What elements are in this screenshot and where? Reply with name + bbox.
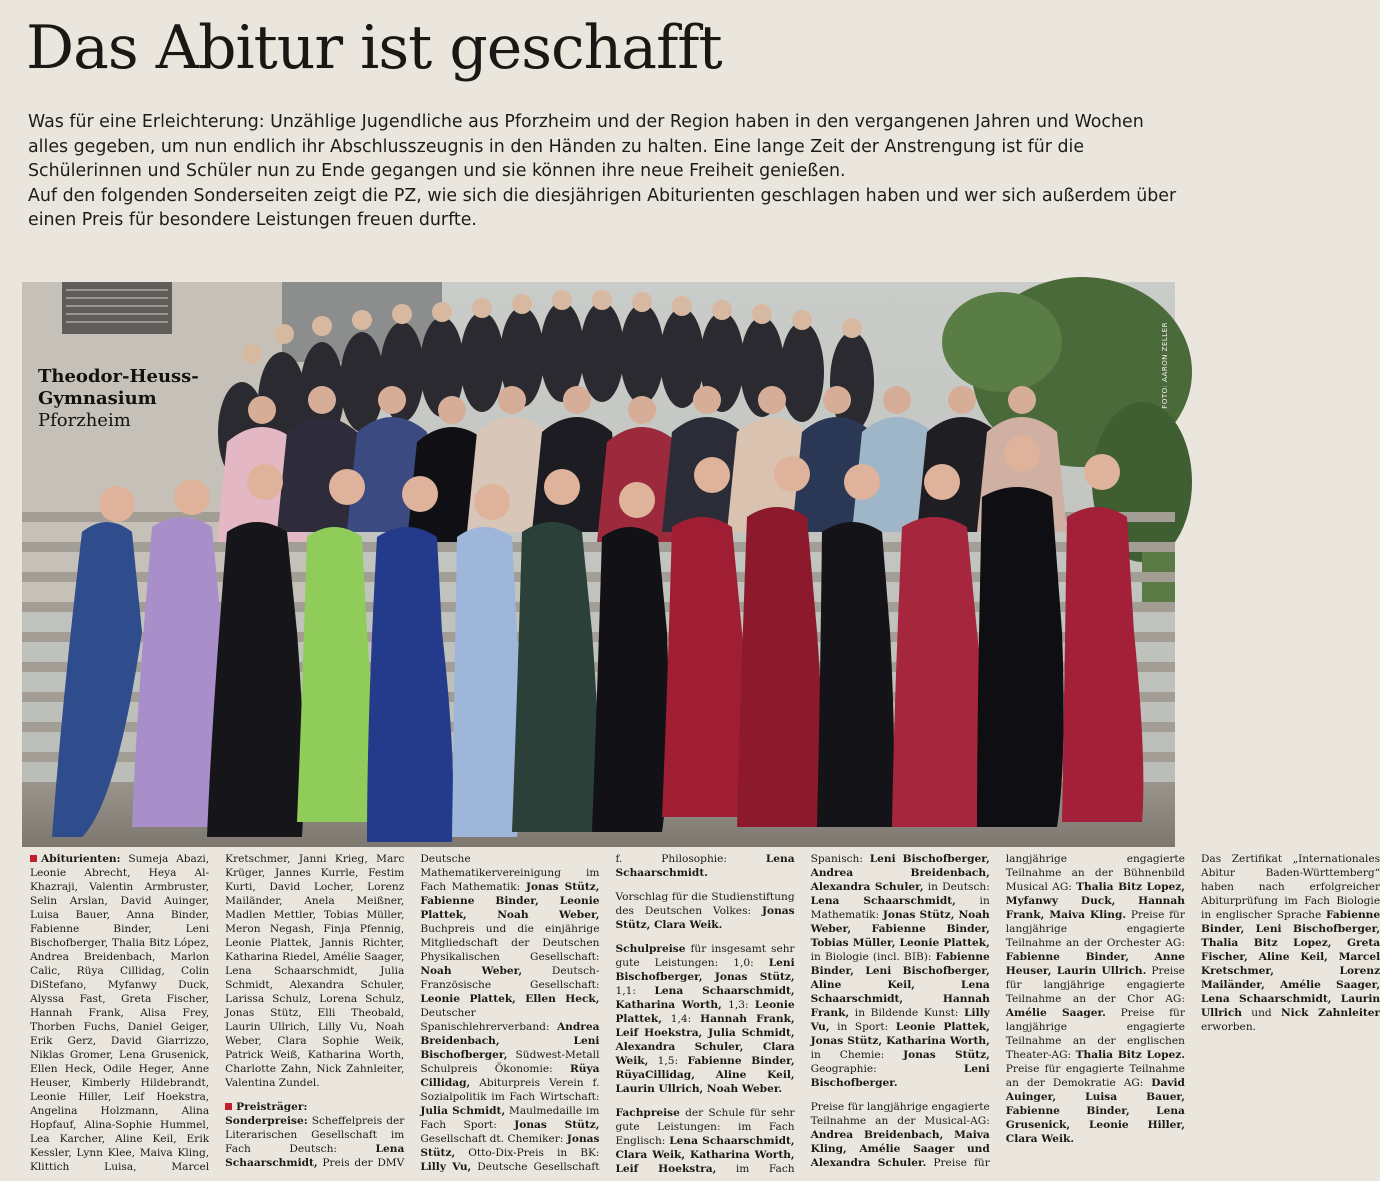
text: Preise für langjährige engagierte Teilnahme an der Orchester AG: [1005,909,1185,949]
winners: Leni Bischofberger, Andrea Breidenbach, Alexandra Schuler, [810,853,990,893]
winners: Fabienne Binder, Leni Bischofberger, Thalia Bitz Lopez, Greta Fischer, Aline Keil, Marcel Kretschmer, Lorenz Mailänder, Amélie Saager, Lena Schaarschmidt, Laurin Ullrich [1200,909,1380,1019]
winners: Julia Schmidt, [420,1105,506,1117]
schulpreise-paragraph [615,942,794,1096]
winners: Jonas Stütz, Clara Weik. [615,905,795,931]
headline: Das Abitur ist geschafft [26,13,722,83]
intro-text [28,110,1183,233]
winners: Leonie Plattek, Jonas Stütz, Katharina Worth, [810,1021,990,1047]
text: für insgesamt sehr gute Leistungen: 1,0: [615,943,795,969]
text: Abiturpreis Verein f. Sozialpolitik im Fach Wirtschaft: [420,1077,600,1103]
text: Buchpreis und die einjährige Mitgliedschaft der Deutschen Physikalischen Gesellschaft: [420,923,600,963]
winners: David Auinger, Luisa Bauer, Fabienne Binder, Lena Grusenick, Leonie Hiller, Clara Weik. [1005,1077,1185,1145]
winners: Leonie Plattek, Ellen Heck, [420,993,600,1005]
winners: Amélie Saager. [1005,1007,1106,1019]
text: Deutscher Spanischlehrerverband: [420,1007,557,1033]
winners: Jonas Stütz, Noah Weber, Fabienne Binder, Tobias Müller, Leonie Plattek, [810,909,990,949]
text: Preise für langjährige engagierte Teilnahme an der englischen Theater-AG: [1005,1007,1185,1061]
sonderpreise-label: Sonderpreise: [225,1115,308,1127]
winners: Jonas Stütz, Fabienne Binder, Leonie Plattek, Noah Weber, [420,881,600,921]
winners: Jonas Stütz, [514,1119,600,1131]
winners: Lena Schaarschmidt, Clara Weik, Katharina Worth, Leif Hoekstra, [615,1135,795,1175]
text: Otto-Dix-Preis in BK: [455,1147,600,1159]
winners: Jonas Stütz, [420,1133,600,1159]
group-photo [22,282,1175,847]
text: 1,3: [721,999,755,1011]
text: in Sport: [829,1021,896,1033]
winners: Rüya Cillidag, [420,1063,600,1089]
text: in Chemie: [810,1049,904,1061]
text: Gesellschaft dt. Chemiker: [420,1133,567,1145]
winners: Lena Schaarschmidt, Katharina Worth, [615,985,795,1011]
text: Geographie: [810,1063,964,1075]
winners: Nick Zahnleiter [1280,1007,1380,1019]
school-city: Pforzheim [38,410,131,431]
winners: Andrea Breidenbach, Leni Bischofberger, [420,1021,600,1061]
winners: Jonas Stütz, [903,1049,990,1061]
winners: Andrea Breidenbach, Maiva Kling, Amélie Saager und Alexandra Schuler. [810,1129,990,1169]
text: 1,4: [661,1013,701,1025]
photo-credit: FOTO: AARON ZELLER [1161,322,1169,409]
winners: Noah Weber, [420,965,523,977]
text: erworben. [1200,1021,1257,1033]
intro-paragraph-1: Was für eine Erleichterung: Unzählige Jugendliche aus Pforzheim und der Region haben in den vergangenen Jahren und Wochen alles gegeben, um nun endlich ihr Abschlusszeugnis in den Händen zu halten. Eine lange Zeit der Anstrengung ist für die Schülerinnen und Schüler nun zu Ende gegangen und sie können ihre neue Freiheit genießen. [28,112,1144,181]
abiturienten-names: Sumeja Abazi, Leonie Abrecht, Heya Al-Khazraji, Valentin Armbruster, Selin Arslan, David Auinger, Luisa Bauer, Anna Binder, Fabienne Binder, Leni Bischofberger, Thalia Bitz López, Andrea Breidenbach, Marlon Calic, Rüya Cillidag, Colin DiStefano, Myfanwy Duck, Alyssa Fast, Greta Fischer, Hannah Frank, Alisa Frey, Thorben Fuchs, Daniel Geiger, Erik Gerz, David Giarrizzo, Niklas Gromer, Lena Grusenick, Ellen Heck, Odile Heger, Anne Heuser, Kimberly Hildebrandt, Leonie Hiller, Leif Hoekstra, Angelina Holzmann, Alina Hopfauf, Alina-Sophie Hummel, Lea Karcher, Aline Keil, Erik Kessler, Lynn Klee, Maiva Kling, Klittich Luisa, Marcel Kretschmer, Janni Krieg, Marc Krüger, Jannes Kurrle, Festim Kurti, David Locher, Lorenz Mailänder, Anela Meißner, Madlen Mettler, Tobias Müller, Meron Negash, Finja Pfennig, Leonie Plattek, Jannis Richter, Katharina Riedel, Amélie Saager, Lena Schaarschmidt, Julia Schmidt, Alexandra Schuler, Larissa Schulz, Lorena Schulz, Jonas Stütz, Elli Theobald, Laurin Ullrich, Lilly Vu, Noah Weber, Clara Sophie Weik, Patrick Weiß, Katharina Worth, Charlotte Zahn, Nick Zahnleiter, Valentina Zundel. [30,853,405,1173]
schulpreise-label: Schulpreise [615,943,686,955]
text: im Fach Spanisch: [716,853,870,1175]
text: Deutsch-Französische Gesellschaft: [420,965,600,991]
text: Preise für engagierte Teilnahme an der Demokratie AG: [1005,1063,1185,1089]
text: in Biologie (incl. BIB): [810,951,936,963]
article-body [30,852,1380,1176]
winners: Lena Schaarschmidt. [615,853,795,879]
school-name-line-2: Gymnasium [38,388,157,409]
winners: Lena Schaarschmidt, [225,1143,405,1169]
text: in Deutsch: [923,881,990,893]
text: Das Zertifikat „Internationales Abitur Baden-Württemberg“ haben nach erfolgreicher Abiturprüfung im Fach Biologie in englischer Sprache [1200,853,1380,921]
winners: Lilly Vu, [420,1161,472,1173]
intro-paragraph-2: Auf den folgenden Sonderseiten zeigt die PZ, wie sich die diesjährigen Abiturienten geschlagen haben und wer sich außerdem über einen Preis für besondere Leistungen freuen durfte. [28,185,1177,230]
winners: Thalia Bitz Lopez, Myfanwy Duck, Hannah Frank, Maiva Kling. [1005,881,1185,921]
winners: Lena Schaarschmidt, [810,895,956,907]
text: 1,5: [648,1055,688,1067]
school-name-line-1: Theodor-Heuss- [38,366,199,387]
winners: Fabienne Binder, Anne Heuser, Laurin Ullrich. [1005,951,1185,977]
abiturienten-label: Abiturienten: [30,853,121,865]
winners: Lilly Vu, [810,1007,990,1033]
text: und [1241,1007,1281,1019]
text: Südwest-Metall Schulpreis Ökonomie: [420,1049,600,1075]
text: in Mathematik: [810,895,990,921]
fachpreise-label: Fachpreise [615,1107,680,1119]
school-label [38,366,199,432]
winners: Hannah Frank, Leif Hoekstra, Julia Schmidt, Alexandra Schuler, Clara Weik, [615,1013,795,1067]
text: Preise für langjährige engagierte Teilnahme an der Chor AG: [1005,965,1185,1005]
text: der Schule für sehr gute Leistungen: im Fach Englisch: [615,1107,795,1147]
winners: Leni Bischofberger, Jonas Stütz, [615,957,795,983]
text: Deutsche Gesellschaft f. Philosophie: [471,853,766,1173]
text: Maulmedaille im Fach Sport: [420,1105,600,1131]
text: 1,1: [615,985,655,997]
text: Vorschlag für die Studienstiftung des Deutschen Volkes: [615,891,795,917]
studienstiftung-paragraph [615,890,794,932]
winners: Fabienne Binder, RüyaCillidag, Aline Keil, Laurin Ullrich, Noah Weber. [615,1055,795,1095]
zertifikat-paragraph [1201,852,1380,1034]
winners: Fabienne Binder, Leni Bischofberger, Aline Keil, Lena Schaarschmidt, Hannah Frank, [810,951,990,1019]
winners: Leonie Plattek, [615,999,795,1025]
winners: Thalia Bitz Lopez. [1075,1049,1185,1061]
text: Preise für langjährige engagierte Teilnahme an der Musical-AG: [810,1101,990,1127]
text: Preise für langjährige engagierte Teilnahme an der Bühnenbild Musical AG: [926,853,1185,1169]
text: Scheffelpreis der Literarischen Gesellschaft im Fach Deutsch: [225,1115,405,1155]
winners: Leni Bischofberger. [810,1063,990,1089]
text: Preis der DMV Deutsche Mathematikervereinigung im Fach Mathematik: [317,853,600,1169]
text: in Bildende Kunst: [849,1007,965,1019]
preistraeger-label: Preisträger: [225,1101,307,1113]
